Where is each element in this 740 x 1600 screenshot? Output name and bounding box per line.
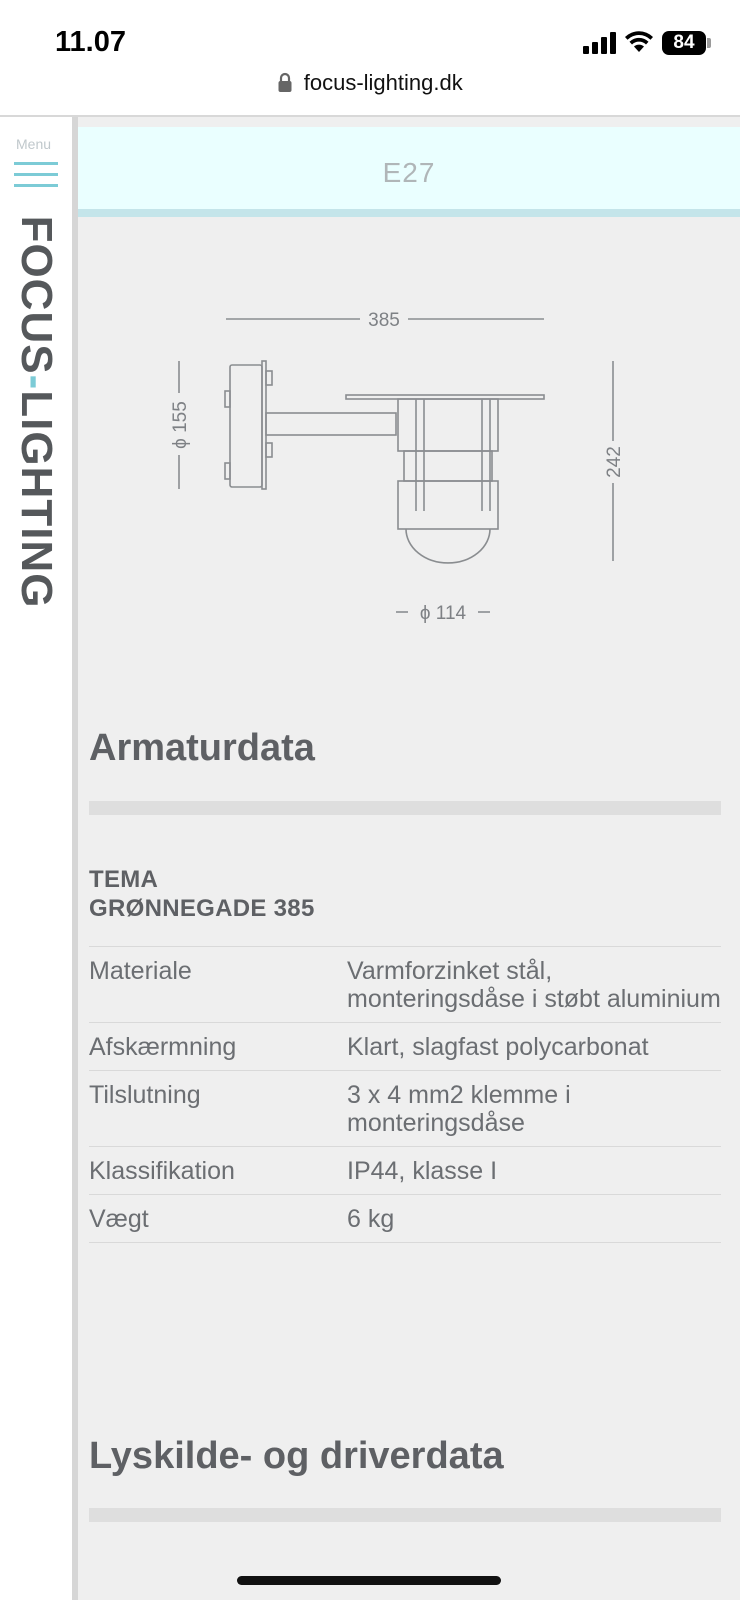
- lamp-body-lower: [398, 481, 498, 529]
- socket-type-bar: [78, 127, 740, 217]
- lyskilde-divider: [89, 1508, 721, 1522]
- lamp-globe: [406, 529, 490, 563]
- spec-key: Materiale: [89, 947, 347, 1023]
- bolt-bottom: [266, 443, 272, 457]
- socket-type-label: E27: [382, 157, 436, 188]
- brand-lighting: LIGHTING: [12, 390, 61, 609]
- url-text: focus-lighting.dk: [303, 70, 463, 95]
- home-indicator[interactable]: [237, 1576, 501, 1585]
- spec-value: Klart, slagfast polycarbonat: [347, 1023, 721, 1071]
- wifi-icon: [623, 28, 655, 54]
- spec-value: 6 kg: [347, 1195, 721, 1243]
- lock-icon: [277, 72, 293, 94]
- bolt-top: [266, 371, 272, 385]
- status-time: 11.07: [55, 26, 126, 58]
- mounting-screw-left-top: [225, 391, 230, 407]
- spec-value: 3 x 4 mm2 klemme i monteringsdåse: [347, 1071, 721, 1147]
- product-name-line2: GRØNNEGADE 385: [89, 895, 315, 922]
- lyskilde-heading: Lyskilde- og driverdata: [89, 1435, 504, 1477]
- technical-drawing: [78, 267, 740, 687]
- hamburger-menu-icon[interactable]: [14, 162, 58, 190]
- product-name: [89, 865, 315, 923]
- mounting-screw-left-bottom: [225, 463, 230, 479]
- spec-table: [89, 946, 721, 1243]
- table-row: [89, 1023, 721, 1071]
- plate-diameter-label: ϕ 155: [170, 401, 191, 449]
- armaturdata-divider: [89, 801, 721, 815]
- status-bar: [0, 0, 740, 80]
- spec-key: Tilslutning: [89, 1071, 347, 1147]
- table-row: [89, 1071, 721, 1147]
- battery-nub: [707, 38, 711, 48]
- lamp-body-middle: [404, 451, 492, 481]
- url-bar[interactable]: [0, 70, 740, 116]
- spec-value: IP44, klasse I: [347, 1147, 721, 1195]
- brand-focus: FOCUS: [12, 215, 61, 375]
- spec-value: Varmforzinket stål, monteringsdåse i støbt aluminium: [347, 947, 721, 1023]
- lamp-arm: [266, 413, 396, 435]
- cellular-signal-icon: [583, 32, 617, 54]
- battery-level: 84: [662, 31, 706, 55]
- brand-logo[interactable]: [11, 216, 61, 609]
- mounting-box: [230, 365, 262, 487]
- spec-key: Klassifikation: [89, 1147, 347, 1195]
- armaturdata-heading: Armaturdata: [89, 727, 315, 769]
- lamp-body-top: [398, 399, 498, 451]
- globe-diameter-label: ϕ 114: [419, 603, 467, 624]
- width-dimension-label: 385: [368, 310, 400, 331]
- table-row: [89, 1195, 721, 1243]
- menu-label[interactable]: Menu: [16, 136, 52, 152]
- spec-key: Afskærmning: [89, 1023, 347, 1071]
- table-row: [89, 947, 721, 1023]
- main-content: [78, 117, 740, 1600]
- height-dimension-label: 242: [604, 446, 625, 478]
- spec-key: Vægt: [89, 1195, 347, 1243]
- brand-dash: -: [12, 374, 61, 391]
- product-name-line1: TEMA: [89, 866, 159, 893]
- table-row: [89, 1147, 721, 1195]
